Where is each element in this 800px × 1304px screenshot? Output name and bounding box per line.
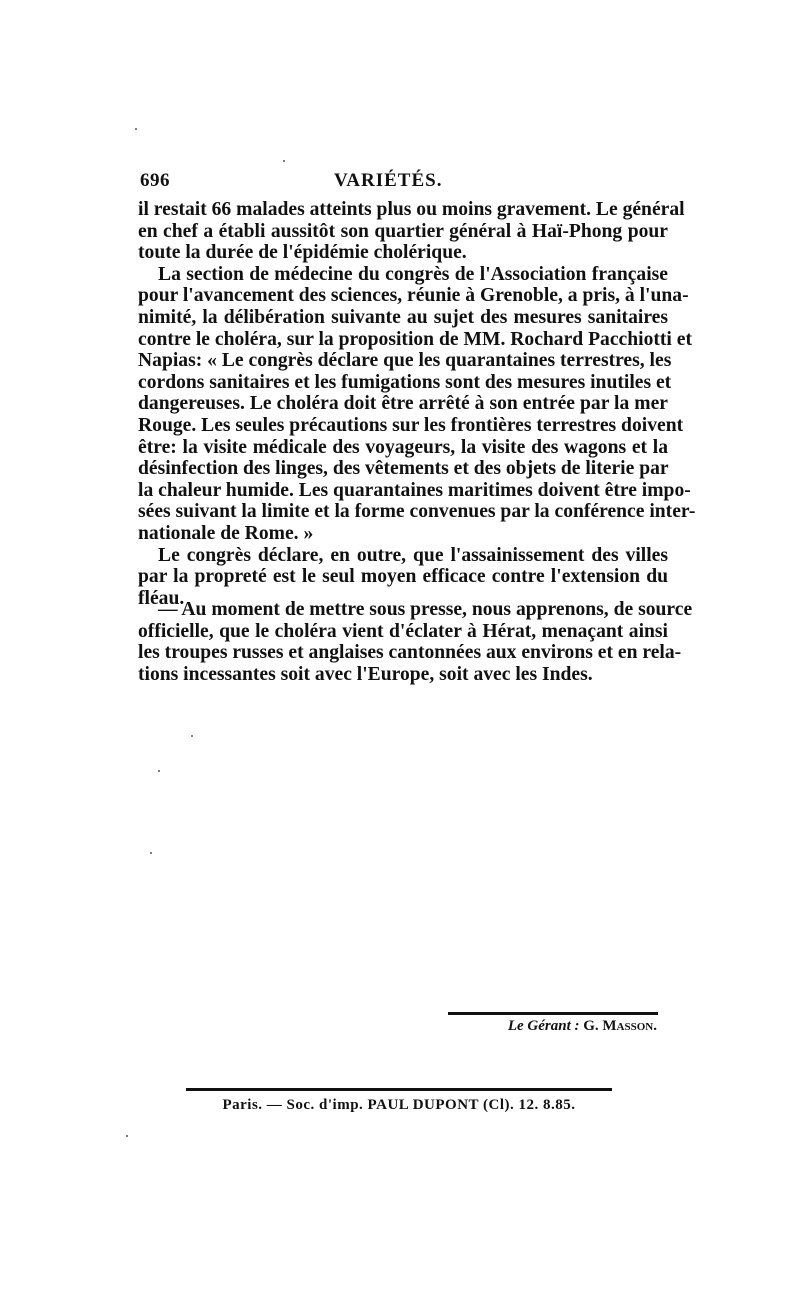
print-speck: [135, 128, 137, 130]
article-text: [138, 199, 696, 609]
text-line: fléau.: [138, 587, 185, 609]
paragraph: [138, 263, 696, 545]
text-line: être: la visite médicale des voyageurs, la visite des wagons et la: [138, 436, 668, 458]
text-line: les troupes russes et anglaises cantonnées aux environs et en rela-: [138, 642, 682, 664]
text-line: La section de médecine du congrès de l'Association française: [158, 263, 668, 285]
text-line: tions incessantes soit avec l'Europe, soit avec les Indes.: [138, 663, 593, 685]
text-line: cordons sanitaires et les fumigations sont des mesures inutiles et: [138, 371, 672, 393]
text-line: nimité, la délibération suivante au sujet des mesures sanitaires: [138, 306, 668, 328]
stop-press-text: [138, 599, 693, 685]
print-speck: [126, 1135, 128, 1137]
text-line: Le congrès déclare, en outre, que l'assainissement des villes: [158, 544, 668, 566]
running-head: [140, 170, 670, 196]
text-line: sées suivant la limite et la forme convenues par la conférence inter-: [138, 501, 696, 523]
section-title: VARIÉTÉS.: [334, 170, 443, 191]
paragraph: [138, 199, 685, 264]
text-line: dangereuses. Le choléra doit être arrêté à son entrée par la mer: [138, 393, 668, 415]
text-line: contre le choléra, sur la proposition de MM. Rochard Pacchiotti et: [138, 328, 692, 350]
text-line: la chaleur humide. Les quarantaines maritimes doivent être impo-: [138, 479, 691, 501]
text-line: nationale de Rome. »: [138, 522, 314, 544]
text-line: — Au moment de mettre sous presse, nous apprenons, de source: [158, 599, 693, 620]
print-speck: [191, 735, 193, 737]
text-line: il restait 66 malades atteints plus ou moins gravement. Le général: [138, 199, 685, 220]
print-speck: [158, 770, 160, 772]
print-speck: [283, 160, 285, 162]
text-line: pour l'avancement des sciences, réunie à Grenoble, a pris, à l'una-: [138, 285, 689, 307]
printer-imprint: Paris. — Soc. d'imp. PAUL DUPONT (Cl). 12. 8.85.: [222, 1097, 576, 1113]
text-line: Napias: « Le congrès déclare que les quarantaines terrestres, les: [138, 350, 672, 372]
signature-rule: [448, 1012, 658, 1015]
text-line: en chef a établi aussitôt son quartier général à Haï-Phong pour: [138, 220, 668, 242]
signature-label: Le Gérant :: [507, 1018, 580, 1034]
signature-line: [477, 1018, 657, 1035]
text-line: désinfection des linges, des vêtements et des objets de literie par: [138, 458, 669, 480]
print-speck: [150, 852, 152, 854]
text-line: officielle, que le choléra vient d'éclater à Hérat, menaçant ainsi: [138, 620, 668, 642]
signature-name: G. Masson.: [583, 1018, 657, 1034]
imprint-rule: [186, 1088, 612, 1091]
text-line: par la propreté est le seul moyen efficace contre l'extension du: [138, 566, 668, 588]
text-line: toute la durée de l'épidémie cholérique.: [138, 242, 467, 264]
text-line: Rouge. Les seules précautions sur les frontières terrestres doivent: [138, 414, 684, 436]
page-number: 696: [140, 170, 170, 191]
paragraph: [138, 599, 693, 685]
